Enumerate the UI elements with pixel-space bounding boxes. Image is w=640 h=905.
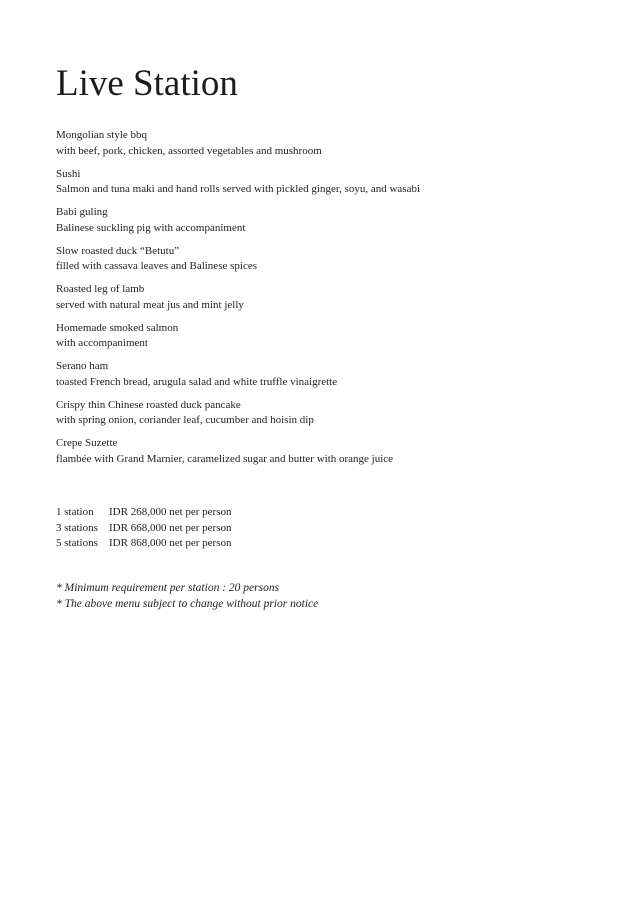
footnotes [56, 580, 318, 612]
menu-item [56, 282, 616, 313]
price-amount: IDR 268,000 net per person [109, 506, 232, 518]
menu-item-description: with accompaniment [56, 337, 148, 349]
menu-item [56, 321, 616, 352]
price-station-count: 5 stations [56, 537, 98, 549]
menu-item-description: Balinese suckling pig with accompaniment [56, 221, 246, 234]
price-amount: IDR 868,000 net per person [109, 537, 232, 549]
page-title: Live Station [56, 63, 238, 104]
price-row [56, 536, 232, 552]
menu-item-description: Salmon and tuna maki and hand rolls served with pickled ginger, soyu, and wasabi [56, 183, 421, 195]
menu-item-name: Serano ham [56, 360, 109, 372]
menu-item [56, 436, 616, 467]
menu-item-name: Crispy thin Chinese roasted duck pancake [56, 398, 241, 411]
footnote: * Minimum requirement per station : 20 persons [56, 582, 280, 594]
menu-item-description: with spring onion, coriander leaf, cucumber and hoisin dip [56, 414, 314, 426]
price-list [56, 505, 232, 552]
menu-item-name: Roasted leg of lamb [56, 283, 145, 295]
price-row [56, 505, 232, 521]
menu-item-description: with beef, pork, chicken, assorted vegetables and mushroom [56, 144, 322, 157]
menu-item-name: Homemade smoked salmon [56, 321, 179, 334]
price-amount: IDR 668,000 net per person [109, 521, 232, 534]
menu-item-description: filled with cassava leaves and Balinese spices [56, 260, 257, 272]
price-row [56, 521, 232, 537]
menu-item-list [56, 128, 616, 475]
menu-item-name: Sushi [56, 167, 81, 180]
menu-item [56, 244, 616, 275]
menu-item-description: flambée with Grand Marnier, caramelized sugar and butter with orange juice [56, 452, 394, 465]
menu-item-description: served with natural meat jus and mint jelly [56, 298, 244, 311]
menu-item-name: Mongolian style bbq [56, 129, 148, 141]
menu-item-name: Crepe Suzette [56, 437, 118, 449]
menu-item [56, 205, 616, 236]
price-station-count: 1 station [56, 506, 94, 518]
menu-item [56, 398, 616, 429]
menu-item-name: Babi guling [56, 206, 108, 218]
menu-item [56, 167, 616, 198]
footnote: * The above menu subject to change without prior notice [56, 598, 319, 610]
menu-item [56, 359, 616, 390]
menu-item [56, 128, 616, 159]
menu-item-description: toasted French bread, arugula salad and white truffle vinaigrette [56, 375, 338, 388]
menu-item-name: Slow roasted duck “Betutu” [56, 244, 180, 257]
price-station-count: 3 stations [56, 521, 98, 534]
